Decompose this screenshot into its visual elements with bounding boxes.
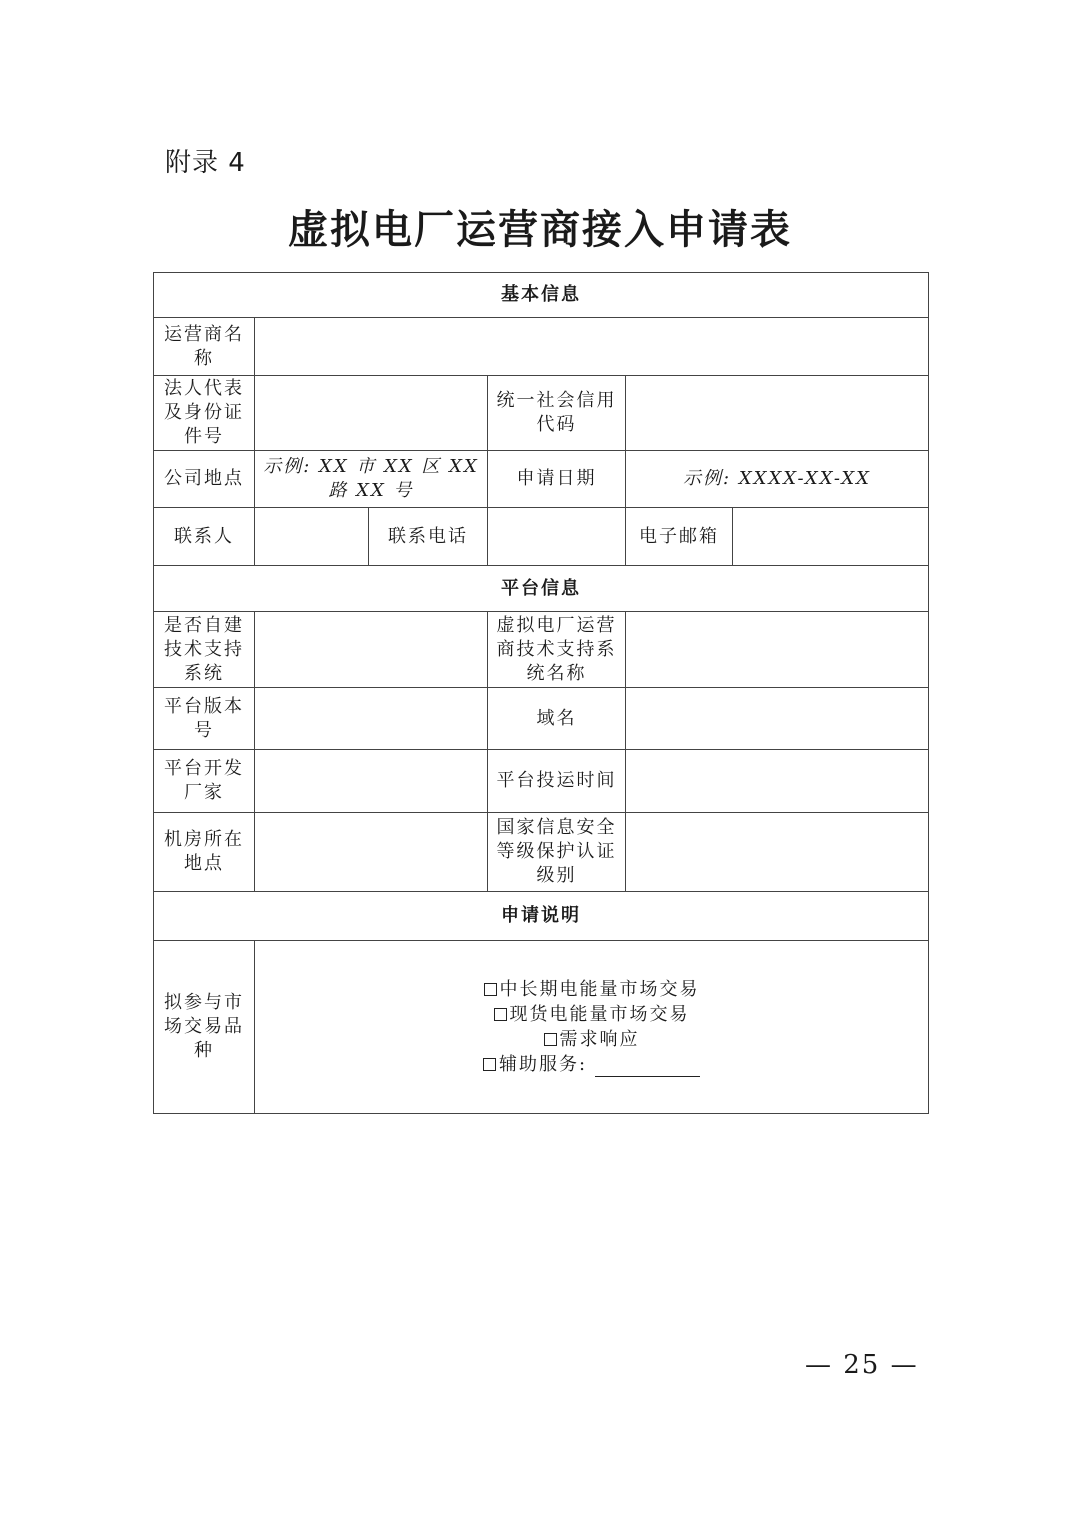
section-application-notes: 申请说明 <box>154 892 929 941</box>
option-label: 需求响应 <box>559 1029 640 1050</box>
field-platform-developer[interactable] <box>255 750 488 813</box>
label-apply-date: 申请日期 <box>488 451 626 508</box>
label-credit-code: 统一社会信用代码 <box>488 376 626 451</box>
label-company-location: 公司地点 <box>154 451 255 508</box>
application-form-table <box>153 272 929 1114</box>
field-platform-version[interactable] <box>255 688 488 750</box>
label-contact-person: 联系人 <box>154 508 255 566</box>
option-label: 现货电能量市场交易 <box>509 1004 690 1025</box>
checkbox-icon[interactable] <box>484 983 497 996</box>
field-email[interactable] <box>733 508 929 566</box>
field-operator-name[interactable] <box>255 318 929 376</box>
checkbox-icon[interactable] <box>494 1008 507 1021</box>
label-server-room-location: 机房所在地点 <box>154 813 255 892</box>
label-contact-phone: 联系电话 <box>369 508 488 566</box>
field-legal-rep[interactable] <box>255 376 488 451</box>
section-platform-info: 平台信息 <box>154 566 929 612</box>
trade-type-options <box>255 941 929 1114</box>
label-domain: 域名 <box>488 688 626 750</box>
field-launch-time[interactable] <box>626 750 929 813</box>
label-operator-name: 运营商名称 <box>154 318 255 376</box>
option-demand-response[interactable] <box>261 1027 922 1052</box>
field-contact-phone[interactable] <box>488 508 626 566</box>
field-server-room-location[interactable] <box>255 813 488 892</box>
checkbox-icon[interactable] <box>483 1058 496 1071</box>
label-email: 电子邮箱 <box>626 508 733 566</box>
field-self-built-system[interactable] <box>255 612 488 688</box>
document-title: 虚拟电厂运营商接入申请表 <box>288 206 792 253</box>
option-ancillary-services[interactable] <box>261 1052 922 1077</box>
appendix-label: 附录 4 <box>165 148 246 178</box>
checkbox-icon[interactable] <box>544 1033 557 1046</box>
option-spot-market[interactable] <box>261 1002 922 1027</box>
option-label: 中长期电能量市场交易 <box>499 979 700 1000</box>
field-apply-date-example[interactable]: 示例: XXXX-XX-XX <box>626 451 929 508</box>
field-domain[interactable] <box>626 688 929 750</box>
section-basic-info: 基本信息 <box>154 273 929 318</box>
label-legal-rep: 法人代表及身份证件号 <box>154 376 255 451</box>
field-credit-code[interactable] <box>626 376 929 451</box>
fill-in-line[interactable] <box>595 1062 700 1077</box>
label-self-built-system: 是否自建技术支持系统 <box>154 612 255 688</box>
option-label: 辅助服务: <box>498 1054 588 1075</box>
label-launch-time: 平台投运时间 <box>488 750 626 813</box>
label-security-level: 国家信息安全等级保护认证级别 <box>488 813 626 892</box>
field-contact-person[interactable] <box>255 508 369 566</box>
label-platform-version: 平台版本号 <box>154 688 255 750</box>
page-number: — 25 — <box>805 1350 919 1380</box>
label-trade-types: 拟参与市场交易品种 <box>154 941 255 1114</box>
field-system-name[interactable] <box>626 612 929 688</box>
option-mid-long-term[interactable] <box>261 977 922 1002</box>
label-system-name: 虚拟电厂运营商技术支持系统名称 <box>488 612 626 688</box>
label-platform-developer: 平台开发厂家 <box>154 750 255 813</box>
field-company-location-example[interactable]: 示例: XX 市 XX 区 XX 路 XX 号 <box>255 451 488 508</box>
field-security-level[interactable] <box>626 813 929 892</box>
